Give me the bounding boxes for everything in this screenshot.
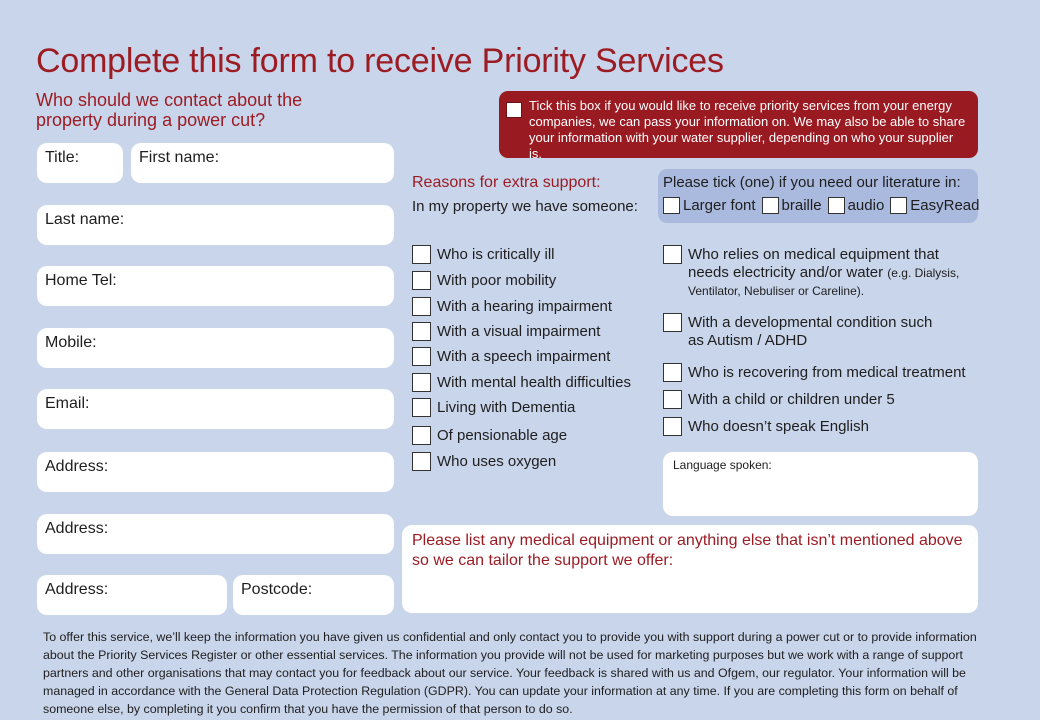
reason-label: Living with Dementia bbox=[437, 399, 576, 416]
medical-equipment-field[interactable] bbox=[402, 525, 978, 613]
email-label: Email: bbox=[45, 395, 90, 412]
consent-box bbox=[499, 91, 978, 161]
reason-label: With a visual impairment bbox=[437, 323, 601, 340]
larger-font-label: Larger font bbox=[683, 197, 756, 214]
reason-item bbox=[412, 323, 600, 341]
reason-item bbox=[412, 272, 556, 290]
reason-checkbox[interactable] bbox=[412, 452, 431, 471]
reason-item bbox=[412, 298, 612, 316]
postcode-field[interactable] bbox=[233, 575, 394, 615]
consent-text: Tick this box if you would like to receive priority services from your energy companies, we can pass your information on. We may also be able to share your information with your water supplier, depending on who your supplier is. bbox=[529, 98, 966, 161]
email-field[interactable] bbox=[37, 389, 394, 429]
audio-label: audio bbox=[847, 197, 885, 214]
reason-label: Of pensionable age bbox=[437, 427, 568, 444]
medical-equipment-prompt: Please list any medical equipment or anything else that isn’t mentioned above so we can tailor the support we offer: bbox=[412, 532, 963, 569]
consent-checkbox[interactable] bbox=[506, 102, 522, 118]
reasons-heading: Reasons for extra support: bbox=[412, 174, 601, 191]
reason-checkbox[interactable] bbox=[663, 363, 682, 382]
braille-label: braille bbox=[781, 197, 822, 214]
reasons-intro: In my property we have someone: bbox=[412, 198, 638, 215]
mobile-field[interactable] bbox=[37, 328, 394, 368]
address-label-1: Address: bbox=[45, 458, 109, 475]
reason-checkbox[interactable] bbox=[412, 271, 431, 290]
address-label-3: Address: bbox=[45, 581, 109, 598]
title-label: Title: bbox=[45, 149, 80, 166]
reason-label: Who is recovering from medical treatment bbox=[688, 364, 966, 381]
braille-checkbox[interactable] bbox=[762, 197, 779, 214]
reason-checkbox[interactable] bbox=[412, 322, 431, 341]
address-label-2: Address: bbox=[45, 520, 109, 537]
reason-item bbox=[412, 453, 556, 471]
reason-label: With a hearing impairment bbox=[437, 298, 613, 315]
first-name-label: First name: bbox=[139, 149, 220, 166]
reason-checkbox[interactable] bbox=[663, 390, 682, 409]
reason-label: With mental health difficulties bbox=[437, 374, 631, 391]
page-title: Complete this form to receive Priority Services bbox=[36, 42, 724, 80]
last-name-label: Last name: bbox=[45, 211, 125, 228]
reason-checkbox[interactable] bbox=[412, 373, 431, 392]
reason-item bbox=[412, 427, 567, 445]
easyread-label: EasyRead bbox=[910, 197, 980, 214]
reason-item bbox=[412, 348, 610, 366]
first-name-field[interactable] bbox=[131, 143, 394, 183]
reason-item bbox=[663, 364, 978, 382]
reason-item bbox=[412, 374, 631, 392]
reason-label: With a child or children under 5 bbox=[688, 391, 895, 408]
reason-checkbox[interactable] bbox=[412, 245, 431, 264]
title-field[interactable] bbox=[37, 143, 123, 183]
audio-checkbox[interactable] bbox=[828, 197, 845, 214]
reason-item bbox=[412, 399, 575, 417]
last-name-field[interactable] bbox=[37, 205, 394, 245]
larger-font-checkbox[interactable] bbox=[663, 197, 680, 214]
address-field-2[interactable] bbox=[37, 514, 394, 554]
easyread-checkbox[interactable] bbox=[890, 197, 907, 214]
reason-checkbox[interactable] bbox=[412, 347, 431, 366]
reason-checkbox[interactable] bbox=[663, 245, 682, 264]
reason-checkbox[interactable] bbox=[663, 417, 682, 436]
postcode-label: Postcode: bbox=[241, 581, 313, 598]
reason-checkbox[interactable] bbox=[412, 297, 431, 316]
reason-item bbox=[663, 391, 978, 409]
address-field-3[interactable] bbox=[37, 575, 227, 615]
literature-question: Please tick (one) if you need our literature in: bbox=[663, 174, 961, 191]
reason-item bbox=[663, 314, 978, 350]
address-field-1[interactable] bbox=[37, 452, 394, 492]
reason-label: Who doesn’t speak English bbox=[688, 418, 869, 435]
reason-examples: (e.g. Dialysis, Ventilator, Nebuliser or Careline). bbox=[688, 266, 960, 298]
reason-label: With poor mobility bbox=[437, 272, 557, 289]
reason-label: Who uses oxygen bbox=[437, 453, 557, 470]
language-spoken-label: Language spoken: bbox=[673, 458, 772, 472]
reason-label: Who relies on medical equipment that needs electricity and/or water bbox=[688, 246, 939, 281]
literature-box bbox=[658, 169, 978, 223]
reason-item bbox=[412, 246, 555, 264]
reason-item bbox=[663, 418, 978, 436]
contact-question: Who should we contact about the property during a power cut? bbox=[36, 90, 303, 130]
mobile-label: Mobile: bbox=[45, 334, 97, 351]
reason-label: With a speech impairment bbox=[437, 348, 611, 365]
language-spoken-field[interactable] bbox=[663, 452, 978, 516]
home-tel-label: Home Tel: bbox=[45, 272, 117, 289]
reason-label: With a developmental condition such as Autism / ADHD bbox=[688, 314, 933, 349]
reason-checkbox[interactable] bbox=[412, 426, 431, 445]
privacy-notice: To offer this service, we’ll keep the information you have given us confidential and only contact you to provide you with support during a power cut or to provide information about the Priority Services Register or other essential services. The information you provide will not be used for marketing purposes but we work with a range of support partners and other organisations that may contact you for feedback about our service. Your feedback is shared with us and Ofgem, our regulator. Your information will be managed in accordance with the General Data Protection Regulation (GDPR). You can update your information at any time. If you are completing this form on behalf of someone else, by completing it you confirm that you have the permission of that person to do so. bbox=[43, 630, 977, 716]
reason-item bbox=[663, 246, 978, 300]
reason-label: Who is critically ill bbox=[437, 246, 555, 263]
home-tel-field[interactable] bbox=[37, 266, 394, 306]
reason-checkbox[interactable] bbox=[663, 313, 682, 332]
reason-checkbox[interactable] bbox=[412, 398, 431, 417]
